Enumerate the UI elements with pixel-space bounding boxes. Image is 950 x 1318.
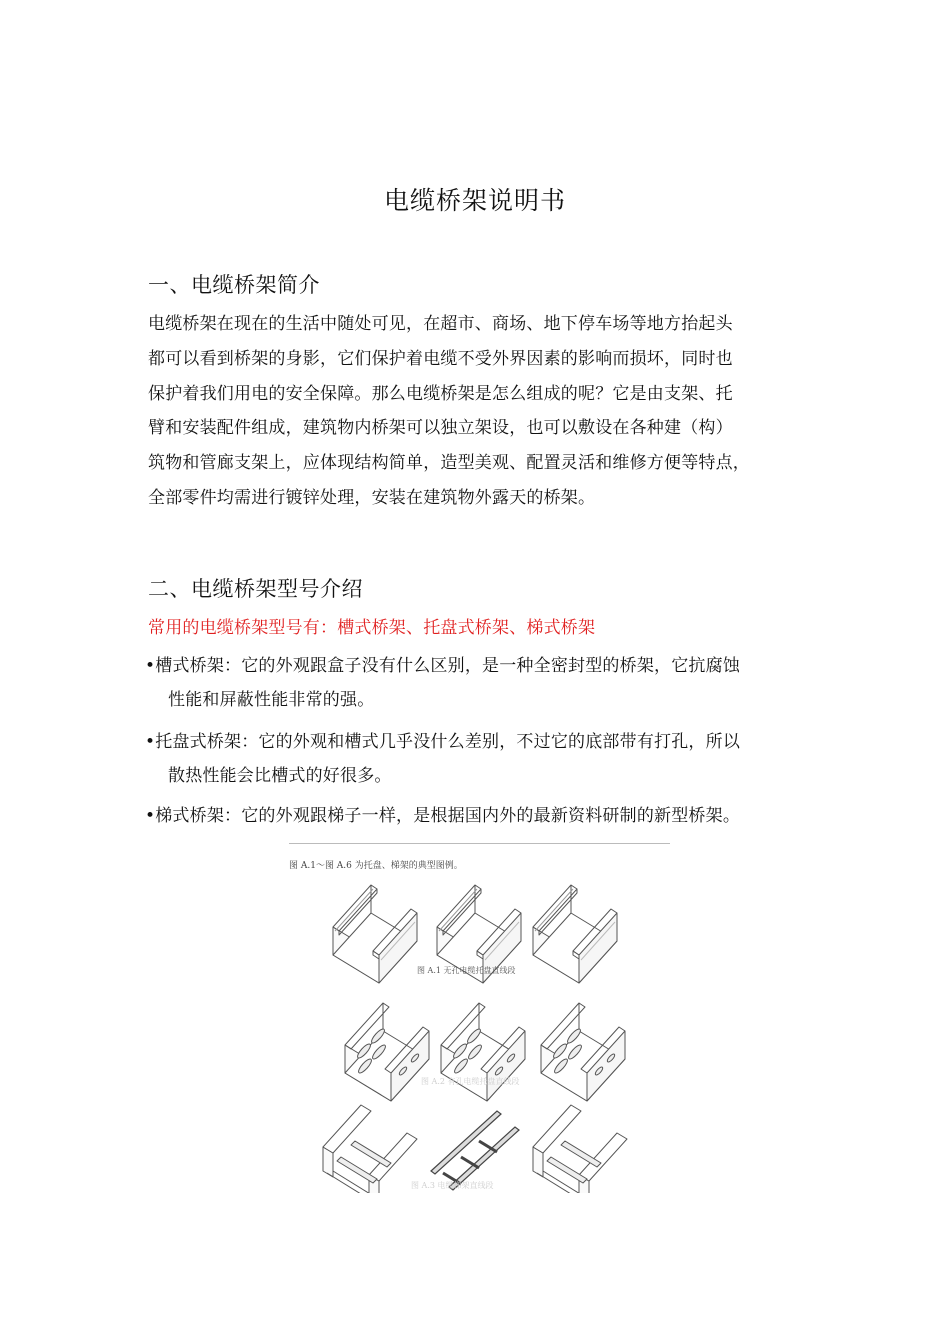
tray-illustrations (289, 843, 670, 1193)
paragraph-line: 电缆桥架在现在的生活中随处可见，在超市、商场、地下停车场等地方抬起头 (148, 314, 733, 334)
models-highlight-line: 常用的电缆桥架型号有：槽式桥架、托盘式桥架、梯式桥架 (148, 618, 596, 638)
paragraph-line: 保护着我们用电的安全保障。那么电缆桥架是怎么组成的呢？它是由支架、托 (148, 383, 733, 404)
figure-caption: 图 A.1～图 A.6 为托盘、梯架的典型图例。 (289, 861, 463, 871)
paragraph-line: 筑物和管廊支架上，应体现结构简单，造型美观、配置灵活和维修方便等特点， (148, 453, 750, 474)
paragraph-line: 臂和安装配件组成，建筑物内桥架可以独立架设，也可以敷设在各种建（构） (148, 418, 733, 439)
perforated-tray-illustration (345, 1003, 429, 1101)
section-heading-intro: 一、电缆桥架简介 (148, 273, 320, 297)
bullet-line: •梯式桥架：它的外观跟梯子一样，是根据国内外的最新资料研制的新型桥架。 (145, 806, 741, 826)
intro-paragraph (148, 307, 818, 516)
figure-subcaption: 图 A.1 无孔电缆托盘直线段 (417, 966, 516, 975)
bullet-ladder-tray (145, 799, 740, 833)
bullet-perforated-tray (145, 725, 740, 793)
bullet-trough-tray (145, 649, 740, 717)
ladder-tray-illustration (323, 1105, 417, 1193)
cable-tray-figure (289, 843, 670, 1193)
solid-trough-illustration (333, 885, 417, 983)
ladder-tray-illustration (533, 1105, 627, 1193)
figure-subcaption: 图 A.3 电缆梯架直线段 (411, 1181, 494, 1190)
bullet-line: •托盘式桥架：它的外观和槽式几乎没什么差别，不过它的底部带有打孔，所以 (145, 732, 741, 752)
solid-trough-illustration (533, 885, 617, 983)
figure-subcaption: 图 A.2 有孔电缆托盘直线段 (421, 1077, 520, 1086)
bullet-line-continued: 散热性能会比槽式的好很多。 (168, 766, 392, 786)
perforated-tray-illustration (541, 1003, 625, 1101)
section-heading-models: 二、电缆桥架型号介绍 (148, 577, 363, 601)
bullet-line: •槽式桥架：它的外观跟盒子没有什么区别，是一种全密封型的桥架，它抗腐蚀 (145, 656, 741, 676)
paragraph-line: 都可以看到桥架的身影，它们保护着电缆不受外界因素的影响而损坏，同时也 (148, 348, 733, 369)
bullet-line-continued: 性能和屏蔽性能非常的强。 (168, 690, 375, 710)
ladder-tray-illustration (431, 1111, 519, 1190)
paragraph-line: 全部零件均需进行镀锌处理，安装在建筑物外露天的桥架。 (148, 487, 596, 508)
document-title: 电缆桥架说明书 (383, 186, 566, 215)
